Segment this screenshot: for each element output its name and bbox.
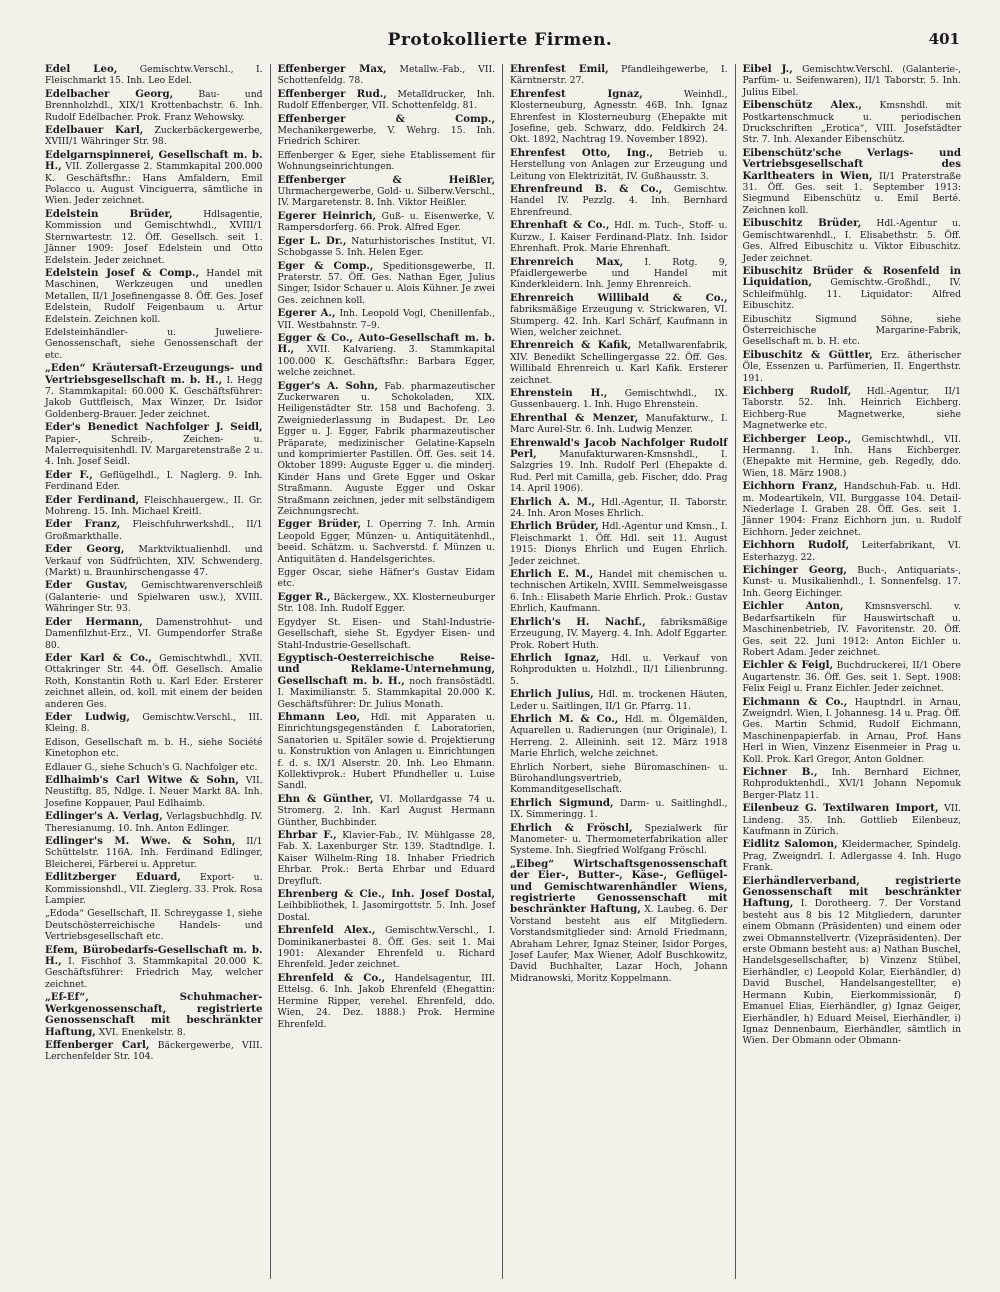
entry-text: Hdl.-Agentur, II/1 Taborstr. 52. Inh. Heinrich Eichberg. Eichberg-Rue Magnetwerke, siehe Magnetwerke etc. — [742, 385, 961, 432]
directory-entry — [510, 220, 728, 254]
firm-name: Eger L. Dr., — [277, 234, 347, 247]
directory-entry — [743, 767, 962, 801]
directory-entry — [278, 925, 496, 971]
directory-entry — [45, 775, 263, 809]
entry-text: II/1 Praterstraße 31. Öff. Ges. seit 1. September 1913: Siegmund Eibenschütz u. Emil Berté. Zeichnen koll. — [742, 170, 961, 216]
firm-name: Edelbacher Georg, — [45, 87, 174, 100]
entry-text: Gemischtw.Verschl., I. Fleischmarkt 15. Inh. Leo Edel. — [45, 64, 263, 87]
directory-entry — [45, 580, 263, 614]
directory-entry — [510, 617, 728, 651]
directory-entry — [510, 148, 728, 182]
firm-name: Ehrenreich & Kafik, — [510, 339, 632, 352]
directory-entry — [278, 64, 496, 87]
entry-text: Export- u. Kommissionshdl., VII. Zieglerg. 33. Prok. Rosa Lampier. — [45, 872, 263, 907]
entry-text: Eibuschitz Sigmund Söhne, siehe Österreichische Margarine-Fabrik, Gesellschaft m. b. H. etc. — [742, 313, 961, 348]
entry-text: Metallw.-Fab., VII. Schottenfeldg. 78. — [277, 64, 495, 87]
entry-text: Gemischtw.-Großhdl., IV. Schleifmühlg. 11. Liquidator: Alfred Eibuschitz. — [742, 277, 961, 312]
entry-text: Handschuh-Fab. u. Hdl. m. Modeartikeln, VII. Burggasse 104. Detail-Niederlage I. Graben 28. Öff. Ges. seit 1. Jänner 1904: Franz Eichhorn jun. u. Rudolf Eichhorn. Jeder zeichnet. — [742, 481, 962, 538]
firm-name: Eilenbeuz G. Textilwaren Import, — [742, 802, 939, 815]
directory-entry — [510, 521, 728, 567]
firm-name: Edelstein Josef & Comp., — [45, 266, 200, 279]
firm-name: Ehrenfeld Alex., — [277, 924, 376, 937]
directory-entry — [45, 150, 263, 207]
column-2 — [271, 64, 504, 1279]
firm-name: Edlhaimb's Carl Witwe & Sohn, — [45, 773, 239, 786]
directory-entry — [743, 839, 962, 873]
directory-entry — [45, 762, 263, 773]
directory-entry — [45, 209, 263, 266]
firm-name: Ehrenreich Willibald & Co., — [510, 291, 728, 304]
directory-entry — [45, 653, 263, 710]
directory-entry — [743, 100, 962, 146]
entry-text: Metalldrucker, Inh. Rudolf Effenberger, VII. Schottenfeldg. 81. — [277, 88, 495, 112]
firm-name: Eichler Anton, — [742, 600, 844, 613]
firm-name: Effenberger Rud., — [277, 87, 387, 100]
firm-name: Eibenschütz'sche Verlags- und Vertriebsgesellschaft des Karltheaters in Wien, — [742, 146, 961, 182]
entry-text: Uhrmachergewerbe, Gold- u. Silberw.Verschl., IV. Margaretenstr. 8. Inh. Viktor Heißler. — [277, 186, 495, 209]
directory-entry — [278, 89, 496, 112]
entry-text: Gemischtwhdl., IX. Gussenbauerg. 1. Inh. Hugo Ehrenstein. — [510, 387, 728, 411]
directory-entry — [45, 836, 263, 870]
directory-entry — [45, 712, 263, 735]
entry-text: Edison, Gesellschaft m. b. H., siehe Société Kinetophon etc. — [45, 736, 263, 760]
firm-name: Edel Leo, — [45, 64, 118, 75]
firm-name: Egger & Co., Auto-Gesellschaft m. b. H., — [277, 331, 495, 356]
directory-entry — [510, 689, 728, 712]
firm-name: Edlitzberger Eduard, — [45, 871, 181, 884]
entry-text: Verlagsbuchhdlg. IV. Theresianumg. 10. Inh. Anton Edlinger. — [45, 811, 263, 834]
entry-text: Gemischtw.Verschl. (Galanterie-, Parfüm- u. Seifenwaren), II/1 Taborstr. 5. Inh. Julius Eibel. — [742, 64, 962, 98]
entry-text: Handel mit chemischen u. technischen Artikeln, XVIII. Semmelweisgasse 6. Inh.: Elisabeth Marie Ehrlich. Prok.: Gustav Ehrlich, Kaufmann. — [510, 569, 728, 615]
firm-name: Ehn & Günther, — [277, 792, 374, 805]
firm-name: Edelbauer Karl, — [45, 124, 144, 137]
entry-text: Speditionsgewerbe, II. Praterstr. 57. Öff. Ges. Nathan Eger, Julius Singer, Isidor Schauer u. Alois Kühner. Je zwei Ges. zeichnen koll. — [277, 260, 495, 306]
entry-text: Metallwarenfabrik, XIV. Benedikt Schellingergasse 22. Öff. Ges. Willibald Ehrenreich u. Karl Kafik. Ersterer zeichnet. — [510, 340, 728, 386]
firm-name: Ehrenfeld & Co., — [277, 971, 386, 984]
firm-name: Eibenschütz Alex., — [742, 99, 862, 112]
firm-name: Ehrbar F., — [277, 829, 337, 841]
firm-name: Ehrenfest Emil, — [510, 64, 609, 75]
firm-name: Eichberg Rudolf, — [742, 384, 852, 397]
directory-entry — [278, 175, 496, 209]
entry-text: I. Operring 7. Inh. Armin Leopold Egger, Münzen- u. Antiquitätenhdl., beeid. Schätzm. u. Sachverstd. f. Münzen u. Antiquitäten d. Handelsgerichtes. — [277, 519, 495, 565]
firm-name: Ehrenstein H., — [510, 386, 608, 399]
entry-text: Kmsnshdl. mit Postkartenschmuck u. periodischen Druckschriften „Erotica“, VIII. Josefstädter Str. 7. Inh. Alexander Eibenschütz. — [742, 100, 961, 146]
entry-text: Papier-, Schreib-, Zeichen- u. Malerrequisitenhdl. IV. Margaretenstraße 2 u. 4. Inh. Josef Seidl. — [45, 433, 263, 468]
directory-entry — [510, 823, 728, 857]
entry-text: Ehrlich Norbert, siehe Büromaschinen- u. Bürohandlungsvertrieb, Kommanditgesellschaft. — [510, 761, 728, 796]
directory-entry — [45, 268, 263, 325]
entry-text: Hdl. m. trockenen Häuten, Leder u. Saitlingen, II/1 Gr. Pfarrg. 11. — [510, 689, 728, 712]
directory-entry — [743, 350, 962, 384]
entry-text: Bäckergew., XX. Klosterneuburger Str. 108. Inh. Rudolf Egger. — [277, 591, 495, 615]
directory-entry — [278, 211, 496, 234]
entry-text: VII. Lindeng. 35. Inh. Gottlieb Eilenbeuz, Kaufmann in Zürich. — [742, 803, 961, 837]
directory-entry — [743, 803, 962, 837]
firm-name: „Eibeg“ Wirtschaftsgenossenschaft der Eier-, Butter-, Käse-, Geflügel- und Gemischtwarenhändler Wiens, registrierte Genossenschaft mit beschränkter Haftung, — [510, 857, 728, 916]
firm-name: Ehrlich Julius, — [510, 688, 594, 701]
firm-name: Eichmann & Co., — [742, 695, 848, 708]
entry-text: Weinhdl., Klosterneuburg, Agnesstr. 46B. Inh. Ignaz Ehrenfest in Klosterneuburg (Ehepakte mit Josefine, geb. Schwarz, ddo. Feldkirch 24. Okt. 1892, Nachtrag 19. November 1892). — [510, 88, 728, 146]
firm-name: Ehrenfreund B. & Co., — [510, 183, 663, 196]
directory-entry — [278, 830, 496, 887]
directory-entry — [510, 497, 728, 520]
entry-text: „Edoda“ Gesellschaft, II. Schreygasse 1, siehe Deutschösterreichische Handels- und Vertriebsgesellschaft etc. — [45, 908, 263, 943]
firm-name: Eder Gustav, — [45, 579, 128, 592]
entry-text: Handel mit Maschinen, Werkzeugen und unedlen Metallen, II/1 Josefinengasse 8. Öff. Ges. Josef Edelstein, Rudolf Feigenbaum u. Artur Edelstein. Zeichnen koll. — [45, 267, 263, 325]
entry-text: Leihbibliothek, I. Jasomirgottstr. 5. Inh. Josef Dostal. — [277, 900, 495, 923]
directory-entry — [510, 653, 728, 687]
entry-text: Damenstrohhut- und Damenfilzhut-Erz., VI. Gumpendorfer Straße 80. — [45, 616, 263, 651]
firm-name: Eichinger Georg, — [742, 564, 847, 577]
firm-name: Egger Brüder, — [277, 518, 362, 531]
entry-text: Bäckergewerbe, VIII. Lerchenfelder Str. 104. — [45, 1039, 263, 1063]
directory-entry — [278, 236, 496, 259]
firm-name: Eidlitz Salomon, — [742, 838, 838, 851]
directory-entry — [510, 64, 728, 87]
firm-name: Effenberger Carl, — [45, 1038, 150, 1051]
firm-name: Eierhändlerverband, registrierte Genossenschaft mit beschränkter Haftung, — [742, 874, 961, 910]
directory-entry — [743, 64, 962, 98]
entry-text: Geflügelhdl., I. Naglerg. 9. Inh. Ferdinand Eder. — [45, 469, 263, 493]
entry-text: VII. Neustiftg. 85, Ndlge. I. Neuer Markt 8A. Inh. Josefine Koppauer, Paul Edlhaimb. — [45, 774, 263, 809]
directory-entry — [510, 293, 728, 339]
entry-text: Fab. pharmazeutischer Zuckerwaren u. Schokoladen, XIX. Heiligenstädter Str. 158 und Bachofeng. 3. Zweigniederlassung in Budapest. Dr. Leo Egger u. J. Egger, Fabrik pharmazeutischer Präparate, medizinischer Gelatine-Kapseln und komprimierter Pastillen. Öff. Ges. seit 14. Oktober 1899: Auguste Egger u. die minderj. Kinder Hans und Grete Egger und Oskar Straßmann. Auguste Egger und Oskar Straßmann zeichnen, jeder mit selbständigem Zeichnungsrecht. — [277, 380, 495, 518]
entry-text: Fleischfuhrwerkshdl., II/1 Großmarkthalle. — [45, 519, 263, 542]
firm-name: Eichberger Leop., — [742, 432, 852, 445]
entry-text: Bau- und Brennholzhdl., XIX/1 Krottenbachstr. 6. Inh. Rudolf Edelbacher. Prok. Franz Wehowsky. — [45, 88, 263, 123]
directory-entry — [278, 653, 496, 710]
entry-text: I. Rotg. 9, Pfaidlergewerbe und Handel mit Kinderkleidern. Inh. Jenny Ehrenreich. — [510, 256, 728, 291]
entry-text: VI. Mollardgasse 74 u. Stromerg. 2. Inh. Karl August Hermann Günther, Buchbinder. — [277, 793, 495, 828]
directory-entry — [278, 114, 496, 148]
firm-name: „Eden“ Kräutersaft-Erzeugungs- und Vertriebsgesellschaft m. b. H., — [45, 362, 263, 386]
entry-text: Gemischtwhdl., XVII. Ottakringer Str. 44. Öff. Gesellsch. Amalie Roth, Konstantin Roth u. Karl Eder. Ersterer zeichnet allein, od. koll. mit einem der beiden anderen Ges. — [45, 652, 263, 710]
entry-text: Kmsnsverschl. v. Bedarfsartikeln für Hauswirtschaft u. Maschinenbetrieb, IV. Favoritenstr. 20. Öff. Ges. seit 22. Juni 1912: Anton Eichler u. Robert Adam. Jeder zeichnet. — [742, 601, 961, 658]
directory-entry — [278, 973, 496, 1030]
directory-entry — [45, 737, 263, 760]
directory-entry — [278, 567, 496, 590]
entry-text: Hdl. m. Ölgemälden, Aquarellen u. Radierungen (nur Originale), I. Herreng. 2. Alleininh. seit 12. März 1918 Marie Ehrlich, welche zeichnet. — [510, 713, 728, 760]
entry-text: Hdl.-Agentur, II. Taborstr. 24. Inh. Aron Moses Ehrlich. — [510, 496, 728, 520]
directory-entry — [45, 945, 263, 991]
firm-name: Eder's Benedict Nachfolger J. Seidl, — [45, 421, 263, 434]
entry-text: fabriksmäßige Erzeugung, IV. Mayerg. 4. Inh. Adolf Eggarter. Prok. Robert Huth. — [510, 616, 728, 651]
entry-text: Klavier-Fab., IV. Mühlgasse 28, Fab. X. Laxenburger Str. 139. Stadtndlge. I. Kaiser Wilhelm-Ring 18. Inhaber Friedrich Ehrbar. Prok.: Berta Ehrbar und Eduard Dreyfluft. — [277, 830, 495, 887]
firm-name: „Ef-Ef“, Schuhmacher-Werkgenossenschaft, registrierte Genossenschaft mit beschränkter Haftung, — [45, 991, 263, 1038]
entry-text: Guß- u. Eisenwerke, V. Rampersdorferg. 66. Prok. Alfred Eger. — [277, 210, 495, 234]
entry-text: Naturhistorisches Institut, VI. Schobgasse 5. Inh. Helen Eger. — [277, 235, 495, 259]
firm-name: Eibuschitz Brüder & Rosenfeld in Liquidation, — [742, 264, 961, 289]
entry-text: Pfandleihgewerbe, I. Kärntnerstr. 27. — [510, 64, 728, 87]
entry-text: I. Fischhof 3. Stammkapital 20.000 K. Geschäftsführer: Friedrich May, welcher zeichnet. — [45, 956, 263, 990]
firm-name: Ehrenfest Otto, Ing., — [510, 146, 654, 159]
directory-entry — [45, 363, 263, 420]
entry-text: Gemischtw. Handel IV. Pezzlg. 4. Inh. Bernhard Ehrenfreund. — [510, 184, 728, 218]
entry-text: Inh. Bernhard Eichner, Rohproduktenhdl., XVI/1 Johann Nepomuk Berger-Platz 11. — [742, 766, 961, 801]
firm-name: Ehrenfest Ignaz, — [510, 87, 643, 100]
entry-text: Gemischtwhdl., VII. Hermanng. 1. Inh. Hans Eichberger. (Ehepakte mit Hermine, geb. Regedly, ddo. Wien, 18. März 1908.) — [742, 433, 961, 479]
directory-entry — [278, 261, 496, 307]
firm-name: Edlinger's M. Wwe. & Sohn, — [45, 835, 236, 847]
firm-name: Ehrlich Brüder, — [510, 520, 599, 533]
directory-entry — [743, 565, 962, 599]
firm-name: Egger's A. Sohn, — [277, 379, 379, 392]
entry-text: Zuckerbäckergewerbe, XVIII/1 Währinger Str. 98. — [45, 125, 263, 148]
entry-text: Kleidermacher, Spindelg. Prag, Zweigndrl. I. Adlergasse 4. Inh. Hugo Frank. — [742, 839, 962, 874]
entry-text: Betrieb u. Herstellung von Anlagen zur Erzeugung und Leitung von Elektrizität, IV. Gußhausstr. 3. — [510, 147, 728, 182]
directory-entry — [743, 434, 962, 480]
firm-name: Eder Ferdinand, — [45, 493, 140, 506]
page-header — [0, 30, 1000, 56]
directory-entry — [278, 889, 496, 923]
directory-entry — [45, 519, 263, 542]
directory-entry — [278, 333, 496, 379]
directory-entry — [510, 762, 728, 796]
directory-entry — [510, 714, 728, 760]
directory-entry — [278, 150, 496, 173]
firm-name: Ehrenhaft & Co., — [510, 219, 610, 232]
directory-entry — [743, 660, 962, 694]
directory-entry — [743, 266, 962, 312]
firm-name: Effenberger & Heißler, — [277, 173, 495, 186]
firm-name: Ehrlich Ignaz, — [510, 651, 600, 664]
entry-text: fabriksmäßige Erzeugung v. Strickwaren, VI. Stumperg. 42. Inh. Karl Schärf, Kaufmann in Wien, welcher zeichnet. — [510, 304, 728, 338]
entry-text: Gemischtwarenverschleiß (Galanterie- und Spielwaren usw.), XVIII. Währinger Str. 93. — [45, 580, 263, 615]
entry-text: I. Hegg 7. Stammkapital: 60.000 K. Geschäftsführer: Jakob Guttfleisch, Max Winzer, Dr. Isidor Goldenberg-Brauer. Jeder zeichnet. — [45, 374, 263, 420]
firm-name: Eder Georg, — [45, 543, 125, 556]
directory-entry — [510, 388, 728, 411]
entry-text: Buch-, Antiquariats-, Kunst- u. Musikalienhdl., I. Sonnenfelsg. 17. Inh. Georg Eichinger. — [742, 565, 961, 599]
directory-entry — [45, 811, 263, 834]
firm-name: Eichler & Feigl, — [742, 659, 834, 672]
entry-text: Hdl.-Agentur u. Gemischtwarenhdl., I. Elisabethstr. 5. Öff. Ges. Alfred Eibuschitz u. Viktor Eibuschitz. Jeder zeichnet. — [742, 218, 961, 264]
firm-name: Eder Ludwig, — [45, 710, 130, 723]
firm-name: Ehmann Leo, — [277, 710, 361, 723]
entry-text: Manufakturwaren-Kmsnshdl., I. Salzgries 19. Inh. Rudolf Perl (Ehepakte d. Rud. Perl mit Camilla, geb. Fischer, ddo. Prag 14. April 1906). — [510, 449, 728, 495]
firm-name: Edelstein Brüder, — [45, 207, 173, 220]
entry-text: Handelsagentur, III. Ettelsg. 6. Inh. Jakob Ehrenfeld (Ehegattin: Hermine Ripper, verehel. Ehrenfeld, ddo. Wien, 24. Dez. 1888.) Prok. Hermine Ehrenfeld. — [277, 972, 495, 1030]
directory-entry — [510, 413, 728, 436]
directory-entry — [45, 1040, 263, 1063]
column-1 — [38, 64, 271, 1279]
column-3 — [503, 64, 736, 1279]
entry-text: Edelsteinhändler- u. Juweliere-Genossenschaft, siehe Genossenschaft der etc. — [45, 326, 263, 361]
page-title: Protokollierte Firmen. — [387, 30, 613, 50]
firm-name: Eichner B., — [742, 765, 818, 778]
entry-text: Inh. Leopold Vogl, Chenillenfab., VII. Westbahnstr. 7–9. — [277, 308, 495, 331]
firm-name: Ehrlich & Fröschl, — [510, 821, 633, 834]
directory-entry — [743, 218, 962, 264]
directory-entry — [743, 148, 962, 216]
entry-text: I. Dorotheerg. 7. Der Vorstand besteht aus 8 bis 12 Mitgliedern, darunter einem Obmann (Präsidenten) und einem oder zwei Obmannstellvertr. (Vizepräsidenten). Der erste Obmann besteht aus: a) Nathan Buschel, Handelsgesellschafter, b) Vinzenz Stübel, Eierhändler, c) Leopold Kolar, Eierhändler, d) David Buschel, Handelsangestellter, e) Hermann Kubin, Eierkommissionär, f) Emanuel Elias, Eierhändler, g) Ignaz Geiger, Eierhändler, h) Eduard Meisel, Eierhändler, i) Ignaz Dennenbaum, Eierhändler, sämtlich in Wien. Der Obmann oder Obmann- — [742, 898, 961, 1047]
firm-name: Ehrlich M. & Co., — [510, 712, 619, 725]
firm-name: Egerer A., — [277, 307, 336, 320]
entry-text: Hdl. mit Apparaten u. Einrichtungsgegenständen f. Laboratorien, Sanatorien u. Spitäler sowie d. Projektierung u. Konstruktion von Anlagen u. Einrichtungen f. d. s. IX/1 Alserstr. 20. Inh. Leo Ehmann. Kollektivprok.: Hubert Pfundheller u. Luise Sandl. — [277, 711, 496, 792]
entry-text: X. Laubeg. 6. Der Vorstand besteht aus elf Mitgliedern. Vorstandsmitglieder sind: Arnold Friedmann, Abraham Lehrer, Ignaz Steiner, Isidor Porges, Josef Laufer, Max Wiener, Adolf Buschkowitz, David Buchhalter, Lazar Hoch, Johann Midranowski, Moritz Koppelmann. — [510, 904, 728, 984]
directory-entry — [45, 908, 263, 942]
firm-name: Eichhorn Franz, — [742, 480, 838, 493]
entry-text: Leiterfabrikant, VI. Esterhazyg. 22. — [742, 540, 962, 563]
directory-entry — [743, 540, 962, 563]
directory-entry — [45, 544, 263, 578]
directory-entry — [278, 381, 496, 518]
entry-text: Manufakturw., I. Marc Aurel-Str. 6. Inh. Ludwig Menzer. — [510, 412, 728, 436]
firm-name: Ehrlich's H. Nachf., — [510, 615, 646, 628]
firm-name: Eder Hermann, — [45, 615, 143, 628]
firm-name: Eichhorn Rudolf, — [742, 539, 850, 552]
entry-text: noch fransöstädtl. I. Maximilianstr. 5. Stammkapital 20.000 K. Geschäftsführer: Dr. Julius Monath. — [277, 675, 495, 710]
directory-entry — [510, 89, 728, 146]
entry-text: Hdl. u. Verkauf von Rohprodukten u. Holzhdl., II/1 Lilienbrunng. 5. — [510, 652, 728, 687]
firm-name: Eder F., — [45, 468, 93, 481]
firm-name: Eibuschitz Brüder, — [742, 217, 862, 230]
directory-entry — [45, 992, 263, 1038]
directory-entry — [743, 876, 962, 1047]
firm-name: Ehrenreich Max, — [510, 255, 624, 268]
directory-entry — [45, 422, 263, 468]
firm-name: Ehrlich E. M., — [510, 568, 594, 581]
firm-name: Eger & Comp., — [277, 259, 374, 272]
firm-name: Eibuschitz & Güttler, — [742, 348, 873, 361]
firm-name: Eder Franz, — [45, 518, 121, 531]
directory-entry — [510, 184, 728, 218]
directory-entry — [45, 327, 263, 361]
directory-entry — [743, 481, 962, 538]
firm-name: Efem, Bürobedarfs-Gesellschaft m. b. H., — [45, 943, 263, 968]
firm-name: Ehrenwald's Jacob Nachfolger Rudolf Perl, — [510, 436, 728, 460]
entry-text: Marktviktualienhdl. und Verkauf von Südfrüchten, XIV. Schwenderg. (Markt) u. Braunhirschengasse 47. — [45, 544, 263, 579]
firm-name: Eder Karl & Co., — [45, 651, 152, 664]
firm-name: Effenberger Max, — [277, 64, 387, 75]
directory-entry — [278, 308, 496, 331]
firm-name: Ehrlich A. M., — [510, 495, 596, 508]
entry-text: Gemischtw.Verschl., I. Dominikanerbastei 8. Öff. Ges. seit 1. Mai 1901: Alexander Ehrenfeld u. Richard Ehrenfeld. Jeder zeichnet. — [277, 925, 495, 971]
entry-text: Fleischhauergew., II. Gr. Mohreng. 15. Inh. Michael Kreitl. — [45, 494, 263, 518]
entry-text: Darm- u. Saitlinghdl., IX. Simmeringg. 1. — [510, 797, 728, 821]
directory-entry — [743, 314, 962, 348]
directory-entry — [45, 125, 263, 148]
directory-entry — [510, 798, 728, 821]
entry-text: Effenberger & Eger, siehe Etablissement für Wohnungseinrichtungen. — [277, 149, 495, 173]
entry-text: Mechanikergewerbe, V. Wehrg. 15. Inh. Friedrich Schirer. — [277, 125, 495, 148]
firm-name: Ehrlich Sigmund, — [510, 796, 614, 809]
entry-text: Egydyer St. Eisen- und Stahl-Industrie-Gesellschaft, siehe St. Egydyer Eisen- und Stahl-Industrie-Gesellschaft. — [277, 616, 495, 651]
entry-text: XVI. Enenkelstr. 8. — [95, 1026, 186, 1038]
firm-name: Edelgarnspinnerei, Gesellschaft m. b. H., — [45, 148, 263, 173]
firm-name: Egerer Heinrich, — [277, 209, 377, 222]
directory-entry — [278, 592, 496, 615]
directory-entry — [743, 697, 962, 765]
entry-text: Buchdruckerei, II/1 Obere Augartenstr. 36. Öff. Ges. seit 1. Sept. 1908: Felix Feigl u. Franz Eichler. Jeder zeichnet. — [742, 660, 961, 695]
directory-entry — [278, 519, 496, 565]
directory-entry — [510, 859, 728, 984]
entry-text: Hdl.-Agentur und Kmsn., I. Fleischmarkt 1. Öff. Hdl. seit 11. August 1915: Dionys Ehrlich und Eugen Ehrlich. Jeder zeichnet. — [510, 521, 728, 567]
firm-name: Eibel J., — [742, 64, 793, 75]
directory-entry — [45, 872, 263, 906]
directory-columns — [38, 64, 968, 1279]
entry-text: Erz. ätherischer Öle, Essenzen u. Parfümerien, II. Engerthstr. 191. — [742, 349, 961, 384]
directory-entry — [743, 601, 962, 658]
firm-name: Edlinger's A. Verlag, — [45, 810, 163, 823]
entry-text: VII. Zollergasse 2. Stammkapital 200.000 K. Geschäftsfhr.: Hans Amfaldern, Emil Polacco u. August Vinciguerra, sämtliche in Wien. Jeder zeichnet. — [45, 161, 263, 207]
entry-text: Spezialwerk für Manometer- u. Thermometerfabrikation aller Systeme. Inh. Siegfried Wolfgang Fröschl. — [510, 822, 728, 857]
directory-entry — [278, 617, 496, 651]
entry-text: Hdlsagentie, Kommission und Gemischtwhdl., XVIII/1 Sternwartestr. 12. Öff. Gesellsch. seit 1. Jänner 1909: Josef Edelstein und Otto Edelstein. Jeder zeichnet. — [45, 208, 263, 266]
entry-text: Egger Oscar, siehe Häfner's Gustav Eidam etc. — [277, 567, 495, 590]
entry-text: Hauptndrl. in Arnau, Zweigndrl. Wien, I. Johannesg. 14 u. Prag. Öff. Ges. Martin Schmid, Rudolf Eichmann, Maschinenpapierfab. in Arnau, Prof. Hans Herl in Wien, Vinzenz Eisenmeier in Prag u. Koll. Prok. Karl Gregor, Anton Goldner. — [742, 696, 961, 765]
directory-entry — [510, 569, 728, 615]
directory-entry — [45, 89, 263, 123]
directory-entry — [278, 712, 496, 792]
firm-name: Effenberger & Comp., — [277, 112, 495, 125]
directory-entry — [45, 495, 263, 518]
column-4 — [736, 64, 969, 1279]
directory-entry — [45, 64, 263, 87]
directory-entry — [45, 470, 263, 493]
directory-entry — [45, 617, 263, 651]
entry-text: Gemischtw.Verschl., III. Kleing. 8. — [45, 711, 263, 735]
firm-name: Egger R., — [277, 590, 331, 603]
entry-text: Hdl. m. Tuch-, Stoff- u. Kurzw., I. Kaiser Ferdinand-Platz. Inh. Isidor Ehrenhaft. Prok. Marie Ehrenhaft. — [510, 220, 728, 255]
directory-entry — [278, 794, 496, 828]
firm-name: Ehrenthal & Menzer, — [510, 411, 639, 424]
firm-name: Ehrenberg & Cie., Inh. Josef Dostal, — [277, 888, 495, 901]
entry-text: Edlauer G., siehe Schuch's G. Nachfolger etc. — [45, 761, 258, 773]
directory-entry — [510, 257, 728, 291]
entry-text: II/1 Schüttelstr. 116A. Inh. Ferdinand Edlinger, Bleicherei, Färberei u. Appretur. — [45, 836, 263, 870]
directory-entry — [510, 340, 728, 386]
page-number: 401 — [928, 30, 960, 48]
entry-text: XVII. Kalvarieng. 3. Stammkapital 100.000 K. Geschäftsfhr.: Barbara Egger, welche zeichnet. — [277, 344, 495, 379]
directory-entry — [510, 438, 728, 495]
firm-name: Egyptisch-Oesterreichische Reise- und Reklame-Unternehmung, Gesellschaft m. b. H., — [277, 651, 495, 687]
directory-entry — [743, 386, 962, 432]
